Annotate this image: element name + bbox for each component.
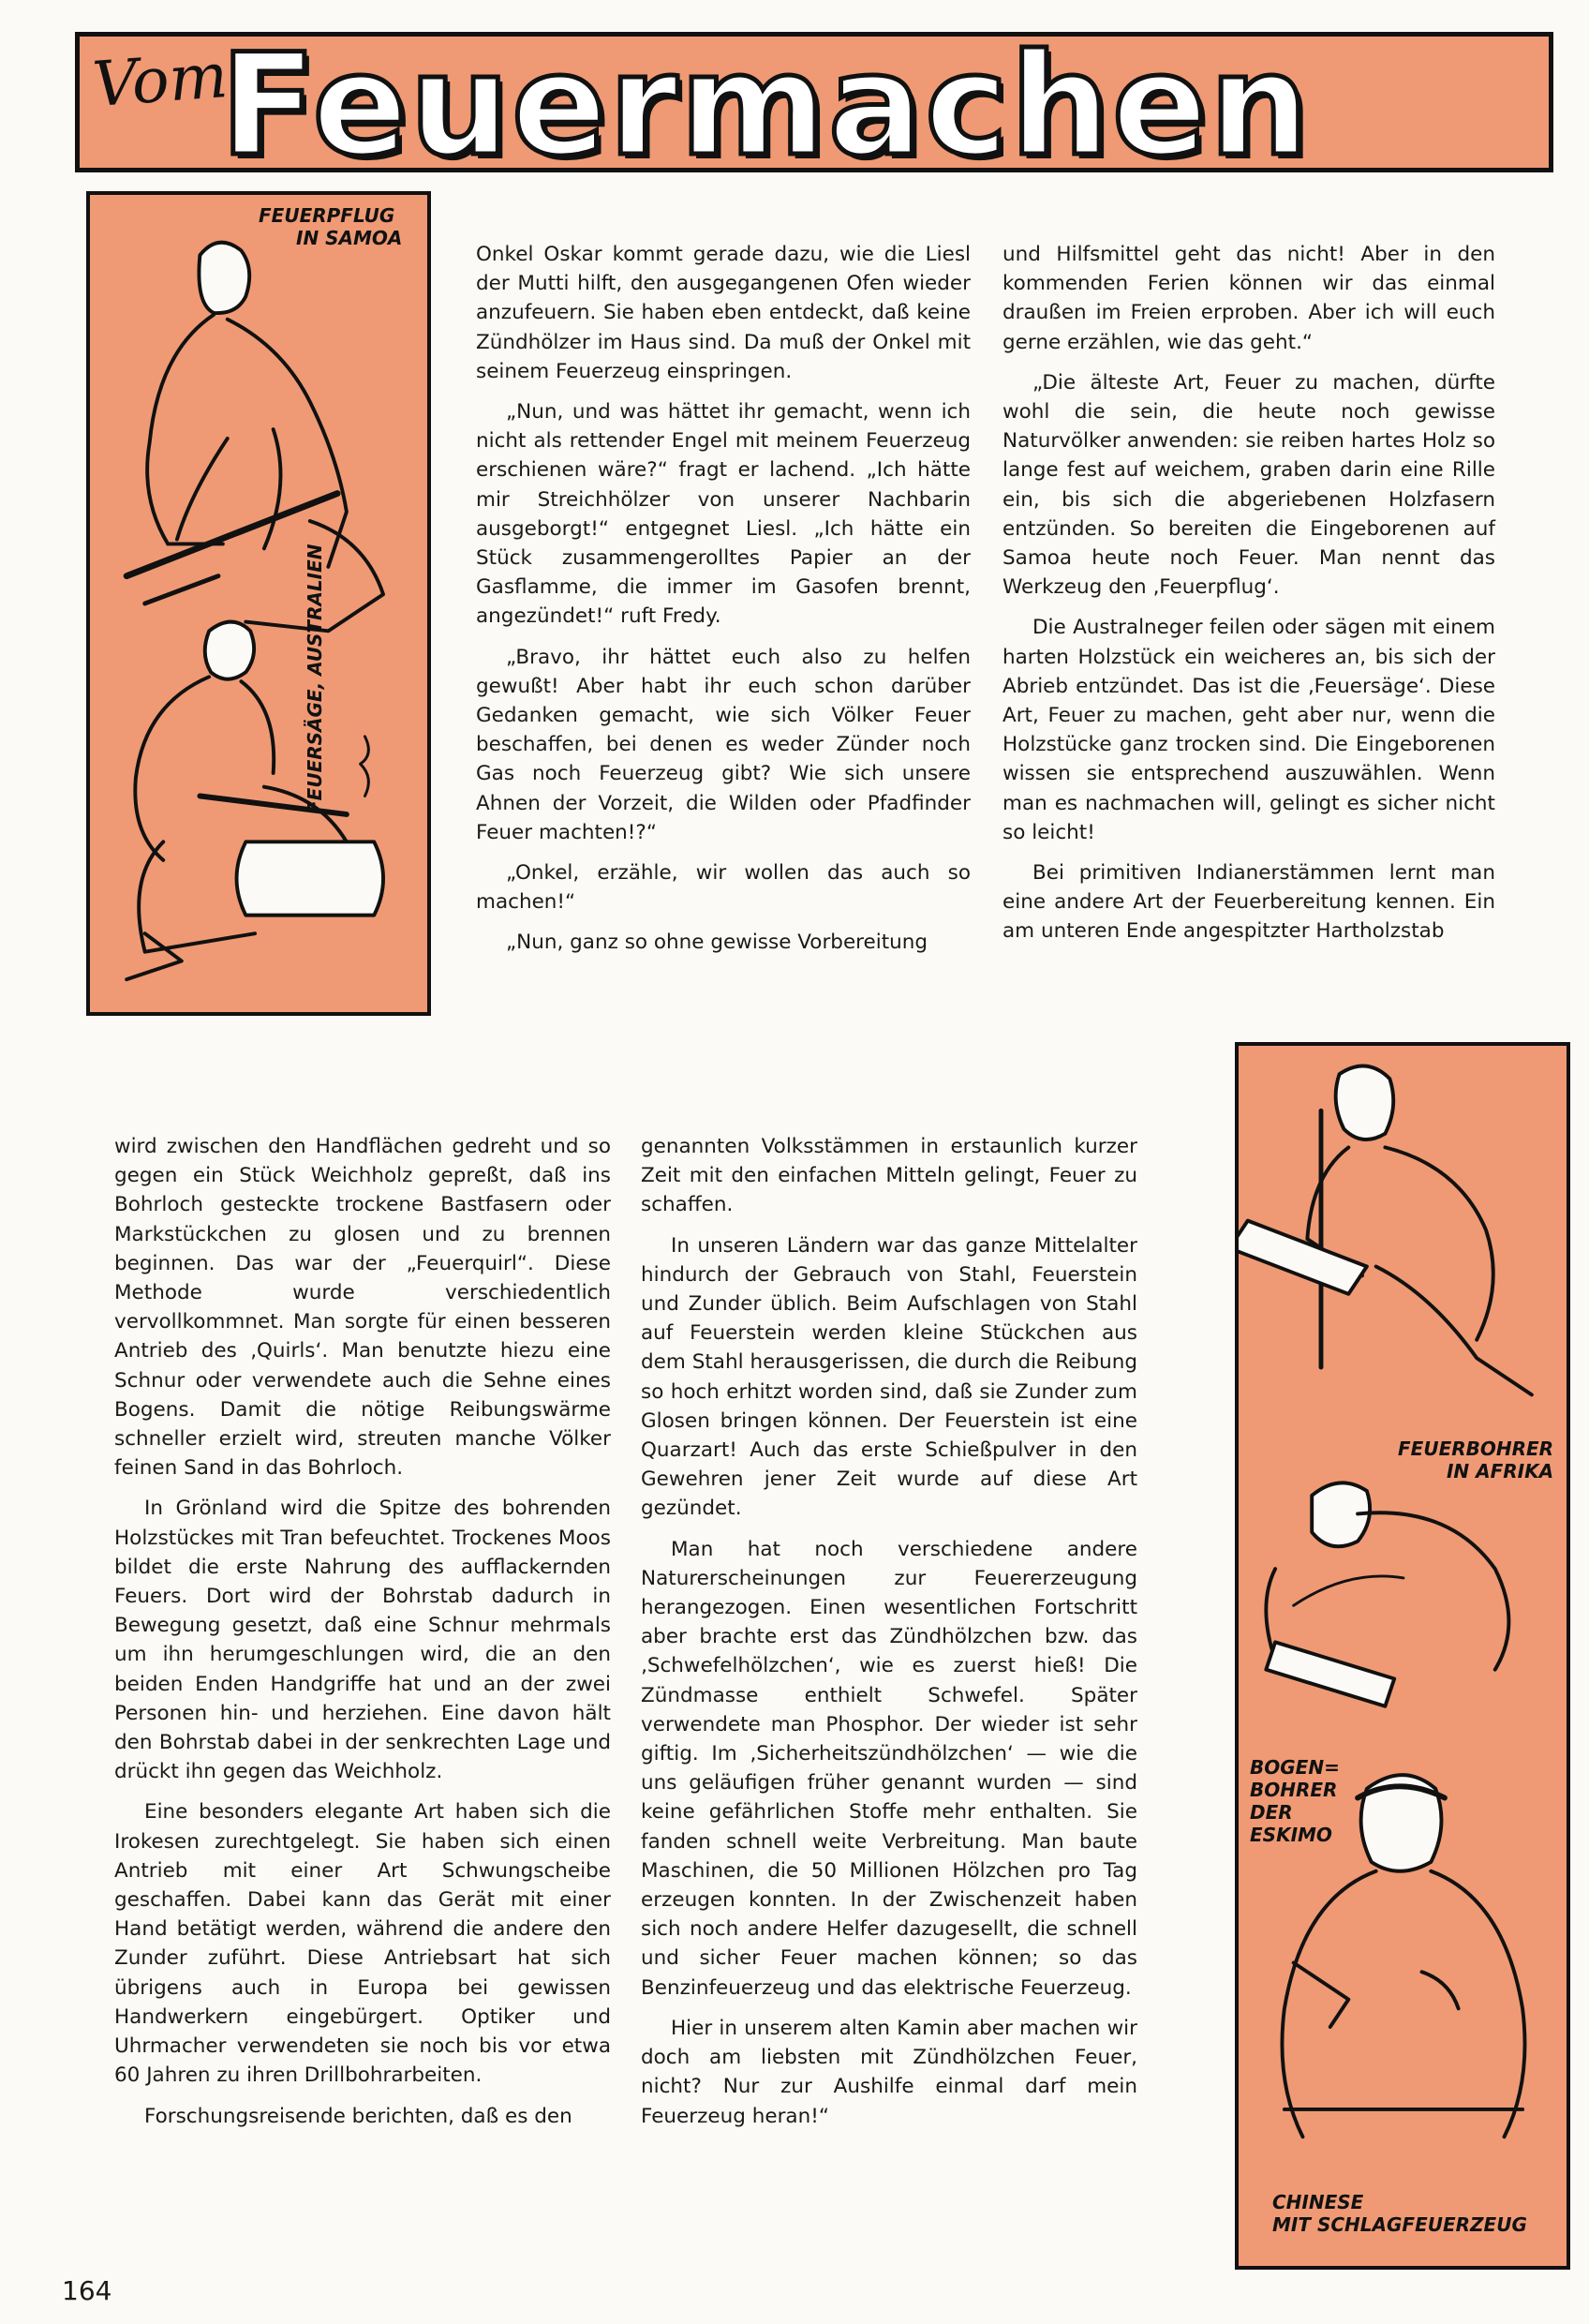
- paragraph: wird zwischen den Handflächen gedreht und so gegen ein Stück Weichholz gepreßt, daß ins Bohrloch gesteckte trockene Bastfasern oder Markstückchen zu glosen und zu brennen beginnen. Das war der „Feuerquirl“. Diese Methode wurde verschiedentlich vervollkommnet. Man sorgte für einen besseren Antrieb des ‚Quirls‘. Man benutzte hiezu eine Schnur oder verwendete auch die Sehne eines Bogens. Damit die nötige Reibungswärme schneller erzielt wird, streuten manche Völker feinen Sand in das Bohrloch.: [114, 1135, 611, 1481]
- paragraph: Onkel Oskar kommt gerade dazu, wie die Liesl der Mutti hilft, den ausgegangenen Ofen wieder anzufeuern. Sie haben eben entdeckt, daß keine Zündhölzer im Haus sind. Da muß der Onkel mit seinem Feuerzeug einspringen.: [476, 243, 971, 383]
- title-prefix: Vom: [90, 39, 230, 121]
- paragraph: Bei primitiven Indianerstämmen lernt man eine andere Art der Feuerbereitung kennen. Ein am unteren Ende angespitzter Hartholzstab: [1002, 861, 1495, 944]
- paragraph: „Die älteste Art, Feuer zu machen, dürfte wohl die sein, die heute noch gewisse Naturvölker anwenden: sie reiben hartes Holz so lange fest auf weichem, graben darin eine Rille ein, bis sich die abgeriebenen Holzfasern entzünden. So bereiten die Eingeborenen auf Samoa heute noch Feuer. Man nennt das Werkzeug den ‚Feuerpflug‘.: [1002, 370, 1495, 600]
- paragraph: genannten Volksstämmen in erstaunlich kurzer Zeit mit den einfachen Mitteln gelingt, Feuer zu schaffen.: [641, 1135, 1137, 1217]
- fire-making-figures-image: [90, 195, 427, 1012]
- page-title: Feuermachen: [220, 32, 1312, 172]
- paragraph: Hier in unserem alten Kamin aber machen wir doch am liebsten mit Zündhölzchen Feuer, nicht? Nur zur Aushilfe einmal darf mein Feuerzeug heran!“: [641, 2016, 1137, 2128]
- chinese-caption-line-1: CHINESE: [1272, 2191, 1364, 2213]
- title-banner: [75, 32, 1553, 172]
- feuerpflug-caption: [259, 204, 402, 249]
- feuerpflug-caption-line-2: IN SAMOA: [296, 227, 403, 249]
- page-number: 164: [62, 2275, 112, 2306]
- bogenbohrer-caption-line-3: DER: [1250, 1801, 1293, 1824]
- bogenbohrer-caption-line-2: BOHRER: [1250, 1779, 1338, 1801]
- paragraph: und Hilfsmittel geht das nicht! Aber in den kommenden Ferien können wir das einmal draußen im Freien erproben. Aber ich will euch gerne erzählen, wie das geht.“: [1002, 243, 1495, 354]
- article-column-1: [476, 240, 971, 958]
- article-column-2: [1002, 240, 1495, 946]
- chinese-caption: [1272, 2191, 1527, 2236]
- paragraph: Die Australneger feilen oder sägen mit einem harten Holzstück ein weicheres an, bis sich der Abrieb entzündet. Das ist die ‚Feuersäge‘. Diese Art, Feuer zu machen, geht aber nur, wenn die Holzstücke ganz trocken sind. Die Eingeborenen wissen sie entsprechend auszuwählen. Wenn man es nachmachen will, gelingt es sicher nicht so leicht!: [1002, 616, 1495, 844]
- fire-drill-figures-image: [1239, 1046, 1567, 2266]
- paragraph: Eine besonders elegante Art haben sich die Irokesen zurechtgelegt. Sie haben sich einen Antrieb mit einer Art Schwungscheibe geschaffen. Dabei kann das Gerät mit einer Hand betätigt werden, während die andere den Zunder zuführt. Diese Antriebsart hat sich übrigens auch in Europa bei gewissen Handwerkern eingebürgert. Optiker und Uhrmacher verwendeten sie noch bis vor etwa 60 Jahren zu ihren Drillbohrarbeiten.: [114, 1800, 611, 2088]
- article-column-4: [641, 1132, 1137, 2131]
- feuerbohrer-caption-line-1: FEUERBOHRER: [1398, 1438, 1554, 1460]
- paragraph: „Bravo, ihr hättet euch also zu helfen gewußt! Aber habt ihr euch schon darüber Gedanken gemacht, wie sich Völker Feuer beschaffen, bei denen es weder Zünder noch Gas noch Feuerzeug gibt? Wie sich unsere Ahnen der Vorzeit, die Wilden oder Pfadfinder Feuer machten!?“: [476, 645, 971, 844]
- illustration-feuerpflug-feuersaege: [86, 191, 431, 1016]
- chinese-caption-line-2: MIT SCHLAGFEUERZEUG: [1272, 2213, 1527, 2236]
- feuerbohrer-caption-line-2: IN AFRIKA: [1446, 1460, 1554, 1482]
- illustration-feuerbohrer-chinese: [1235, 1042, 1570, 2270]
- feuerpflug-caption-line-1: FEUERPFLUG: [259, 204, 395, 227]
- paragraph: „Onkel, erzähle, wir wollen das auch so machen!“: [476, 861, 971, 915]
- paragraph: Man hat noch verschiedene andere Naturerscheinungen zur Feuererzeugung herangezogen. Einen wesentlichen Fortschritt aber brachte erst das Zündhölzchen bzw. das ‚Schwefelhölzchen‘, wie es zuerst hieß! Die Zündmasse enthielt Schwefel. Später verwendete man Phosphor. Der wieder ist sehr giftig. Im ‚Sicherheitszündhölzchen‘ — wie die uns geläufigen früher genannt wurden — sind keine gefährlichen Stoffe mehr enthalten. Sie fanden schnell weite Verbreitung. Man baute Maschinen, die 50 Millionen Hölzchen pro Tag erzeugen konnten. In der Zwischenzeit haben sich noch andere Helfer dazugesellt, die schnell und sicher Feuer machen können; so das Benzinfeuerzeug und das elektrische Feuerzeug.: [641, 1537, 1137, 2000]
- paragraph: Forschungsreisende berichten, daß es den: [144, 2104, 572, 2128]
- bogenbohrer-caption: [1250, 1756, 1340, 1846]
- feuerbohrer-caption: [1398, 1438, 1553, 1482]
- article-column-3: [114, 1132, 611, 2131]
- bogenbohrer-caption-line-1: BOGEN=: [1250, 1756, 1340, 1779]
- bogenbohrer-caption-line-4: ESKIMO: [1250, 1824, 1332, 1846]
- paragraph: „Nun, und was hättet ihr gemacht, wenn ich nicht als rettender Engel mit meinem Feuerzeug erschienen wäre?“ fragt er lachend. „Ich hätte mir Streichhölzer von unserer Nachbarin ausgeborgt!“ entgegnet Liesl. „Ich hätte ein Stück zusammengerolltes Papier an der Gasflamme, die immer im Gasofen brennt, angezündet!“ ruft Fredy.: [476, 400, 971, 629]
- paragraph: In unseren Ländern war das ganze Mittelalter hindurch der Gebrauch von Stahl, Feuerstein und Zunder üblich. Beim Aufschlagen von Stahl auf Feuerstein werden kleine Stückchen aus dem Stahl herausgerissen, die durch die Reibung so hoch erhitzt worden sind, daß sie Zunder zum Glosen bringen können. Der Feuerstein ist eine Quarzart! Auch das erste Schießpulver in den Gewehren jener Zeit wurde auf diese Art gezündet.: [641, 1233, 1137, 1521]
- paragraph: In Grönland wird die Spitze des bohrenden Holzstückes mit Tran befeuchtet. Trockenes Moos bildet die erste Nahrung des aufflackernden Feuers. Dort wird der Bohrstab dadurch in Bewegung gesetzt, daß eine Schnur mehrmals um ihn herumgeschlungen wird, die an den beiden Enden Handgriffe hat und an der zwei Personen hin- und herziehen. Eine davon hält den Bohrstab dabei in der senkrechten Lage und drückt ihn gegen das Weichholz.: [114, 1497, 611, 1784]
- paragraph: „Nun, ganz so ohne gewisse Vorbereitung: [506, 931, 928, 955]
- feuersaege-caption: FEUERSÄGE, AUSTRALIEN: [304, 544, 326, 813]
